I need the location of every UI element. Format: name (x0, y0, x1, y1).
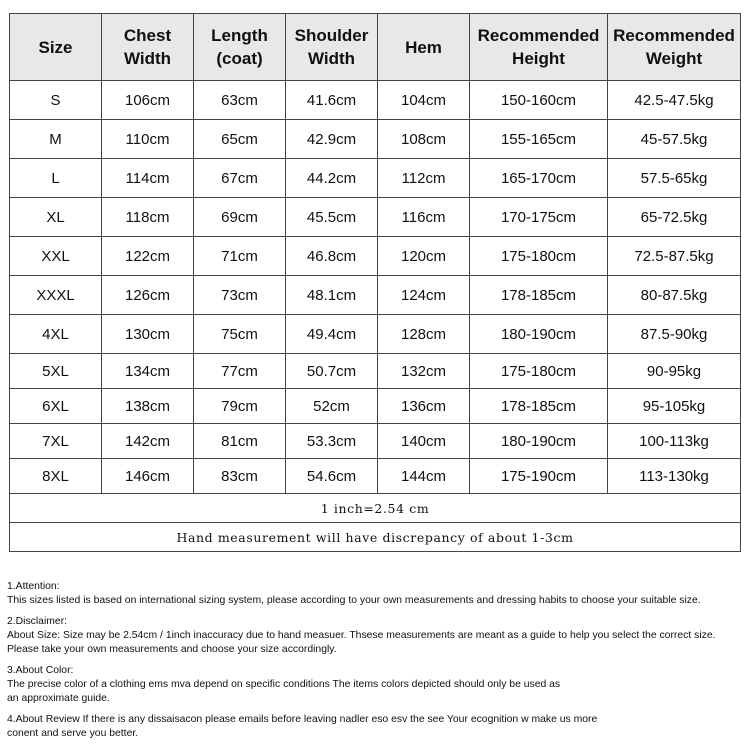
measurement-cell: 80-87.5kg (608, 276, 741, 315)
size-cell: XXXL (10, 276, 102, 315)
measurement-cell: 79cm (194, 389, 286, 424)
measurement-cell: 180-190cm (470, 424, 608, 459)
table-row (10, 424, 741, 459)
measurement-cell: 42.5-47.5kg (608, 81, 741, 120)
column-header-text: Recommended (613, 26, 735, 45)
discrepancy-note: Hand measurement will have discrepancy of about 1-3cm (10, 523, 741, 552)
size-cell: 8XL (10, 459, 102, 494)
measurement-cell: 170-175cm (470, 198, 608, 237)
conversion-note: 1 inch=2.54 cm (10, 494, 741, 523)
measurement-cell: 155-165cm (470, 120, 608, 159)
measurement-cell: 110cm (102, 120, 194, 159)
size-cell: M (10, 120, 102, 159)
measurement-cell: 57.5-65kg (608, 159, 741, 198)
column-header-text: Width (307, 49, 356, 68)
measurement-cell: 95-105kg (608, 389, 741, 424)
column-header-text: Chest (123, 26, 172, 45)
measurement-cell: 146cm (102, 459, 194, 494)
measurement-cell: 124cm (378, 276, 470, 315)
measurement-cell: 53.3cm (286, 424, 378, 459)
measurement-cell: 128cm (378, 315, 470, 354)
note-line: This sizes listed is based on international sizing system, please according to your own measurements and dressing habits to choose your suitable size. (7, 595, 701, 606)
measurement-cell: 112cm (378, 159, 470, 198)
column-header-text: Shoulder (294, 26, 369, 45)
measurement-cell: 65-72.5kg (608, 198, 741, 237)
measurement-cell: 75cm (194, 315, 286, 354)
column-header-text: Width (123, 49, 172, 68)
note-line: an approximate guide. (7, 693, 110, 704)
measurement-cell: 72.5-87.5kg (608, 237, 741, 276)
note-block (7, 713, 747, 741)
measurement-cell: 65cm (194, 120, 286, 159)
measurement-cell: 42.9cm (286, 120, 378, 159)
measurement-cell: 114cm (102, 159, 194, 198)
measurement-cell: 122cm (102, 237, 194, 276)
measurement-cell: 165-170cm (470, 159, 608, 198)
measurement-cell: 45.5cm (286, 198, 378, 237)
column-header-text: Hem (405, 37, 442, 57)
note-line: Please take your own measurements and choose your size accordingly. (7, 644, 337, 655)
note-block (7, 664, 747, 706)
size-cell: 5XL (10, 354, 102, 389)
table-row (10, 120, 741, 159)
column-header (194, 14, 286, 81)
measurement-cell: 77cm (194, 354, 286, 389)
measurement-cell: 63cm (194, 81, 286, 120)
note-heading: 1.Attention: (7, 581, 60, 592)
conversion-note-row (10, 494, 741, 523)
size-cell: 7XL (10, 424, 102, 459)
table-body (10, 81, 741, 552)
table-row (10, 459, 741, 494)
measurement-cell: 44.2cm (286, 159, 378, 198)
measurement-cell: 108cm (378, 120, 470, 159)
size-cell: 6XL (10, 389, 102, 424)
table-row (10, 276, 741, 315)
measurement-cell: 100-113kg (608, 424, 741, 459)
note-heading: 3.About Color: (7, 665, 74, 676)
column-header-text: Recommended (477, 26, 600, 45)
column-header-text: Length (211, 26, 268, 45)
measurement-cell: 83cm (194, 459, 286, 494)
measurement-cell: 178-185cm (470, 389, 608, 424)
measurement-cell: 67cm (194, 159, 286, 198)
size-cell: 4XL (10, 315, 102, 354)
measurement-cell: 180-190cm (470, 315, 608, 354)
measurement-cell: 41.6cm (286, 81, 378, 120)
measurement-cell: 104cm (378, 81, 470, 120)
measurement-cell: 175-190cm (470, 459, 608, 494)
table-row (10, 237, 741, 276)
measurement-cell: 126cm (102, 276, 194, 315)
measurement-cell: 144cm (378, 459, 470, 494)
column-header (608, 14, 741, 81)
size-chart-table (9, 13, 741, 552)
measurement-cell: 81cm (194, 424, 286, 459)
measurement-cell: 116cm (378, 198, 470, 237)
column-header (378, 14, 470, 81)
measurement-cell: 45-57.5kg (608, 120, 741, 159)
table-row (10, 81, 741, 120)
column-header (286, 14, 378, 81)
table-row (10, 389, 741, 424)
size-notes (7, 580, 747, 748)
measurement-cell: 69cm (194, 198, 286, 237)
measurement-cell: 52cm (286, 389, 378, 424)
column-header-text: Size (38, 37, 73, 57)
measurement-cell: 130cm (102, 315, 194, 354)
measurement-cell: 136cm (378, 389, 470, 424)
measurement-cell: 49.4cm (286, 315, 378, 354)
note-block (7, 580, 747, 608)
measurement-cell: 90-95kg (608, 354, 741, 389)
header-row (10, 14, 741, 81)
size-cell: XL (10, 198, 102, 237)
measurement-cell: 73cm (194, 276, 286, 315)
measurement-cell: 87.5-90kg (608, 315, 741, 354)
measurement-cell: 150-160cm (470, 81, 608, 120)
column-header (10, 14, 102, 81)
measurement-cell: 48.1cm (286, 276, 378, 315)
measurement-cell: 54.6cm (286, 459, 378, 494)
measurement-cell: 120cm (378, 237, 470, 276)
table-row (10, 198, 741, 237)
measurement-cell: 175-180cm (470, 354, 608, 389)
size-cell: S (10, 81, 102, 120)
table-header (10, 14, 741, 81)
note-line: About Size: Size may be 2.54cm / 1inch inaccuracy due to hand measuer. Thsese measurements are meant as a guide to help you select the correct size. (7, 630, 716, 641)
measurement-cell: 132cm (378, 354, 470, 389)
measurement-cell: 71cm (194, 237, 286, 276)
measurement-cell: 140cm (378, 424, 470, 459)
column-header-text: (coat) (216, 49, 263, 68)
measurement-cell: 118cm (102, 198, 194, 237)
table-row (10, 159, 741, 198)
column-header (102, 14, 194, 81)
measurement-cell: 138cm (102, 389, 194, 424)
note-line: 4.About Review If there is any dissaisacon please emails before leaving nadler eso esv the see Your ecognition w make us more (7, 714, 598, 725)
measurement-cell: 134cm (102, 354, 194, 389)
column-header-text: Weight (645, 49, 703, 68)
size-cell: XXL (10, 237, 102, 276)
measurement-cell: 175-180cm (470, 237, 608, 276)
measurement-cell: 178-185cm (470, 276, 608, 315)
note-heading: 2.Disclaimer: (7, 616, 68, 627)
column-header (470, 14, 608, 81)
size-cell: L (10, 159, 102, 198)
measurement-cell: 113-130kg (608, 459, 741, 494)
measurement-cell: 50.7cm (286, 354, 378, 389)
column-header-text: Height (512, 49, 565, 68)
note-line: conent and serve you better. (7, 728, 139, 739)
discrepancy-note-row (10, 523, 741, 552)
measurement-cell: 106cm (102, 81, 194, 120)
measurement-cell: 46.8cm (286, 237, 378, 276)
measurement-cell: 142cm (102, 424, 194, 459)
note-line: The precise color of a clothing ems mva depend on specific conditions The items colors depicted should only be used as (7, 679, 561, 690)
note-block (7, 615, 747, 657)
table-row (10, 315, 741, 354)
table-row (10, 354, 741, 389)
